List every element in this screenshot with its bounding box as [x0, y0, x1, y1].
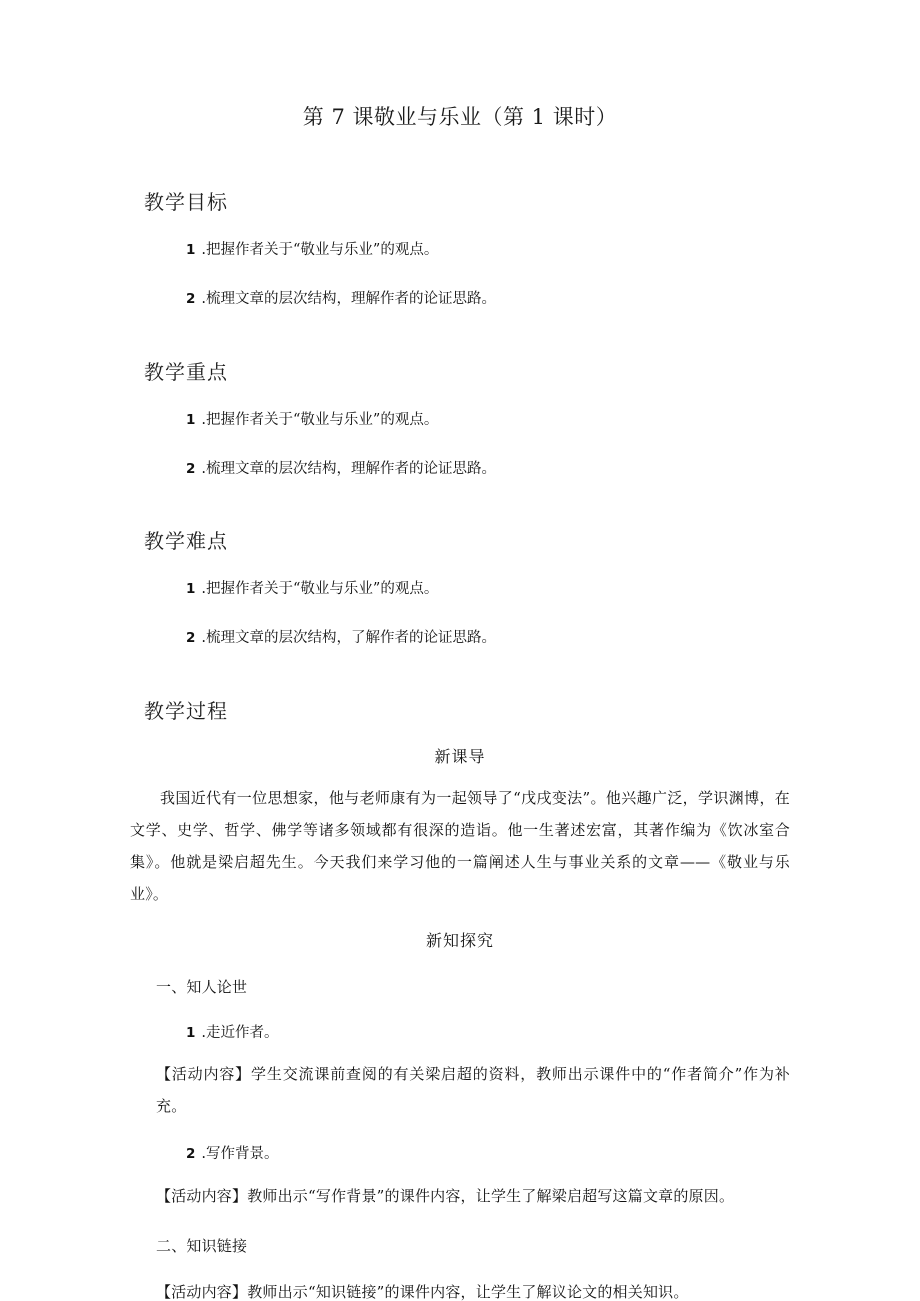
list-item — [130, 1144, 790, 1166]
activity-content: 【活动内容】教师出示“写作背景”的课件内容，让学生了解梁启超写这篇文章的原因。 — [156, 1187, 735, 1206]
list-item — [130, 1023, 790, 1045]
list-item-number: 2 — [186, 291, 196, 308]
list-item-number: 2 — [186, 630, 196, 647]
activity-content: 【活动内容】学生交流课前查阅的有关梁启超的资料，教师出示课件中的“作者简介”作为补充。 — [156, 1065, 790, 1116]
list-item — [130, 289, 790, 311]
list-item — [130, 410, 790, 432]
list-item-number: 1 — [186, 411, 196, 428]
list-item — [130, 240, 790, 262]
lead-in-paragraph: 我国近代有一位思想家，他与老师康有为一起领导了“戊戌变法”。他兴趣广泛，学识渊博，在文学、史学、哲学、佛学等诸多领域都有很深的造诣。他一生著述宏富，其著作编为《饮冰室合集》。他就是梁启超先生。今天我们来学习他的一篇阐述人生与事业关系的文章——《敬业与乐业》。 — [130, 789, 790, 904]
subheading-lead-in: 新课导 — [434, 746, 486, 766]
list-item-text: .把握作者关于“敬业与乐业”的观点。 — [201, 411, 439, 428]
inquiry-part-two-label: 二、知识链接 — [156, 1237, 248, 1256]
list-item-number: 1 — [186, 242, 196, 259]
list-item-text: .梳理文章的层次结构，了解作者的论证思路。 — [201, 630, 497, 647]
activity-content: 【活动内容】教师出示“知识链接”的课件内容，让学生了解议论文的相关知识。 — [156, 1283, 689, 1301]
page-title: 第 7 课敬业与乐业（第 1 课时） — [302, 105, 618, 129]
list-item — [130, 628, 790, 650]
section-heading-objectives: 教学目标 — [144, 190, 228, 215]
section-heading-difficult-points: 教学难点 — [144, 529, 228, 554]
list-item-text: .写作背景。 — [201, 1146, 279, 1163]
list-item-text: .把握作者关于“敬业与乐业”的观点。 — [201, 581, 439, 598]
list-item-number: 2 — [186, 1146, 196, 1163]
list-item-text: .把握作者关于“敬业与乐业”的观点。 — [201, 242, 439, 259]
list-item-number: 1 — [186, 1024, 196, 1041]
list-item-text: .梳理文章的层次结构，理解作者的论证思路。 — [201, 460, 497, 477]
section-heading-process: 教学过程 — [144, 698, 228, 723]
list-item-text: .梳理文章的层次结构，理解作者的论证思路。 — [201, 291, 497, 308]
subheading-inquiry: 新知探究 — [425, 931, 494, 951]
inquiry-part-one-label: 一、知人论世 — [156, 977, 248, 996]
list-item-number: 1 — [186, 581, 196, 598]
section-heading-key-points: 教学重点 — [144, 359, 228, 384]
list-item-text: .走近作者。 — [201, 1024, 279, 1041]
list-item — [130, 579, 790, 601]
list-item-number: 2 — [186, 460, 196, 477]
list-item — [130, 459, 790, 481]
document-content — [130, 0, 790, 1301]
